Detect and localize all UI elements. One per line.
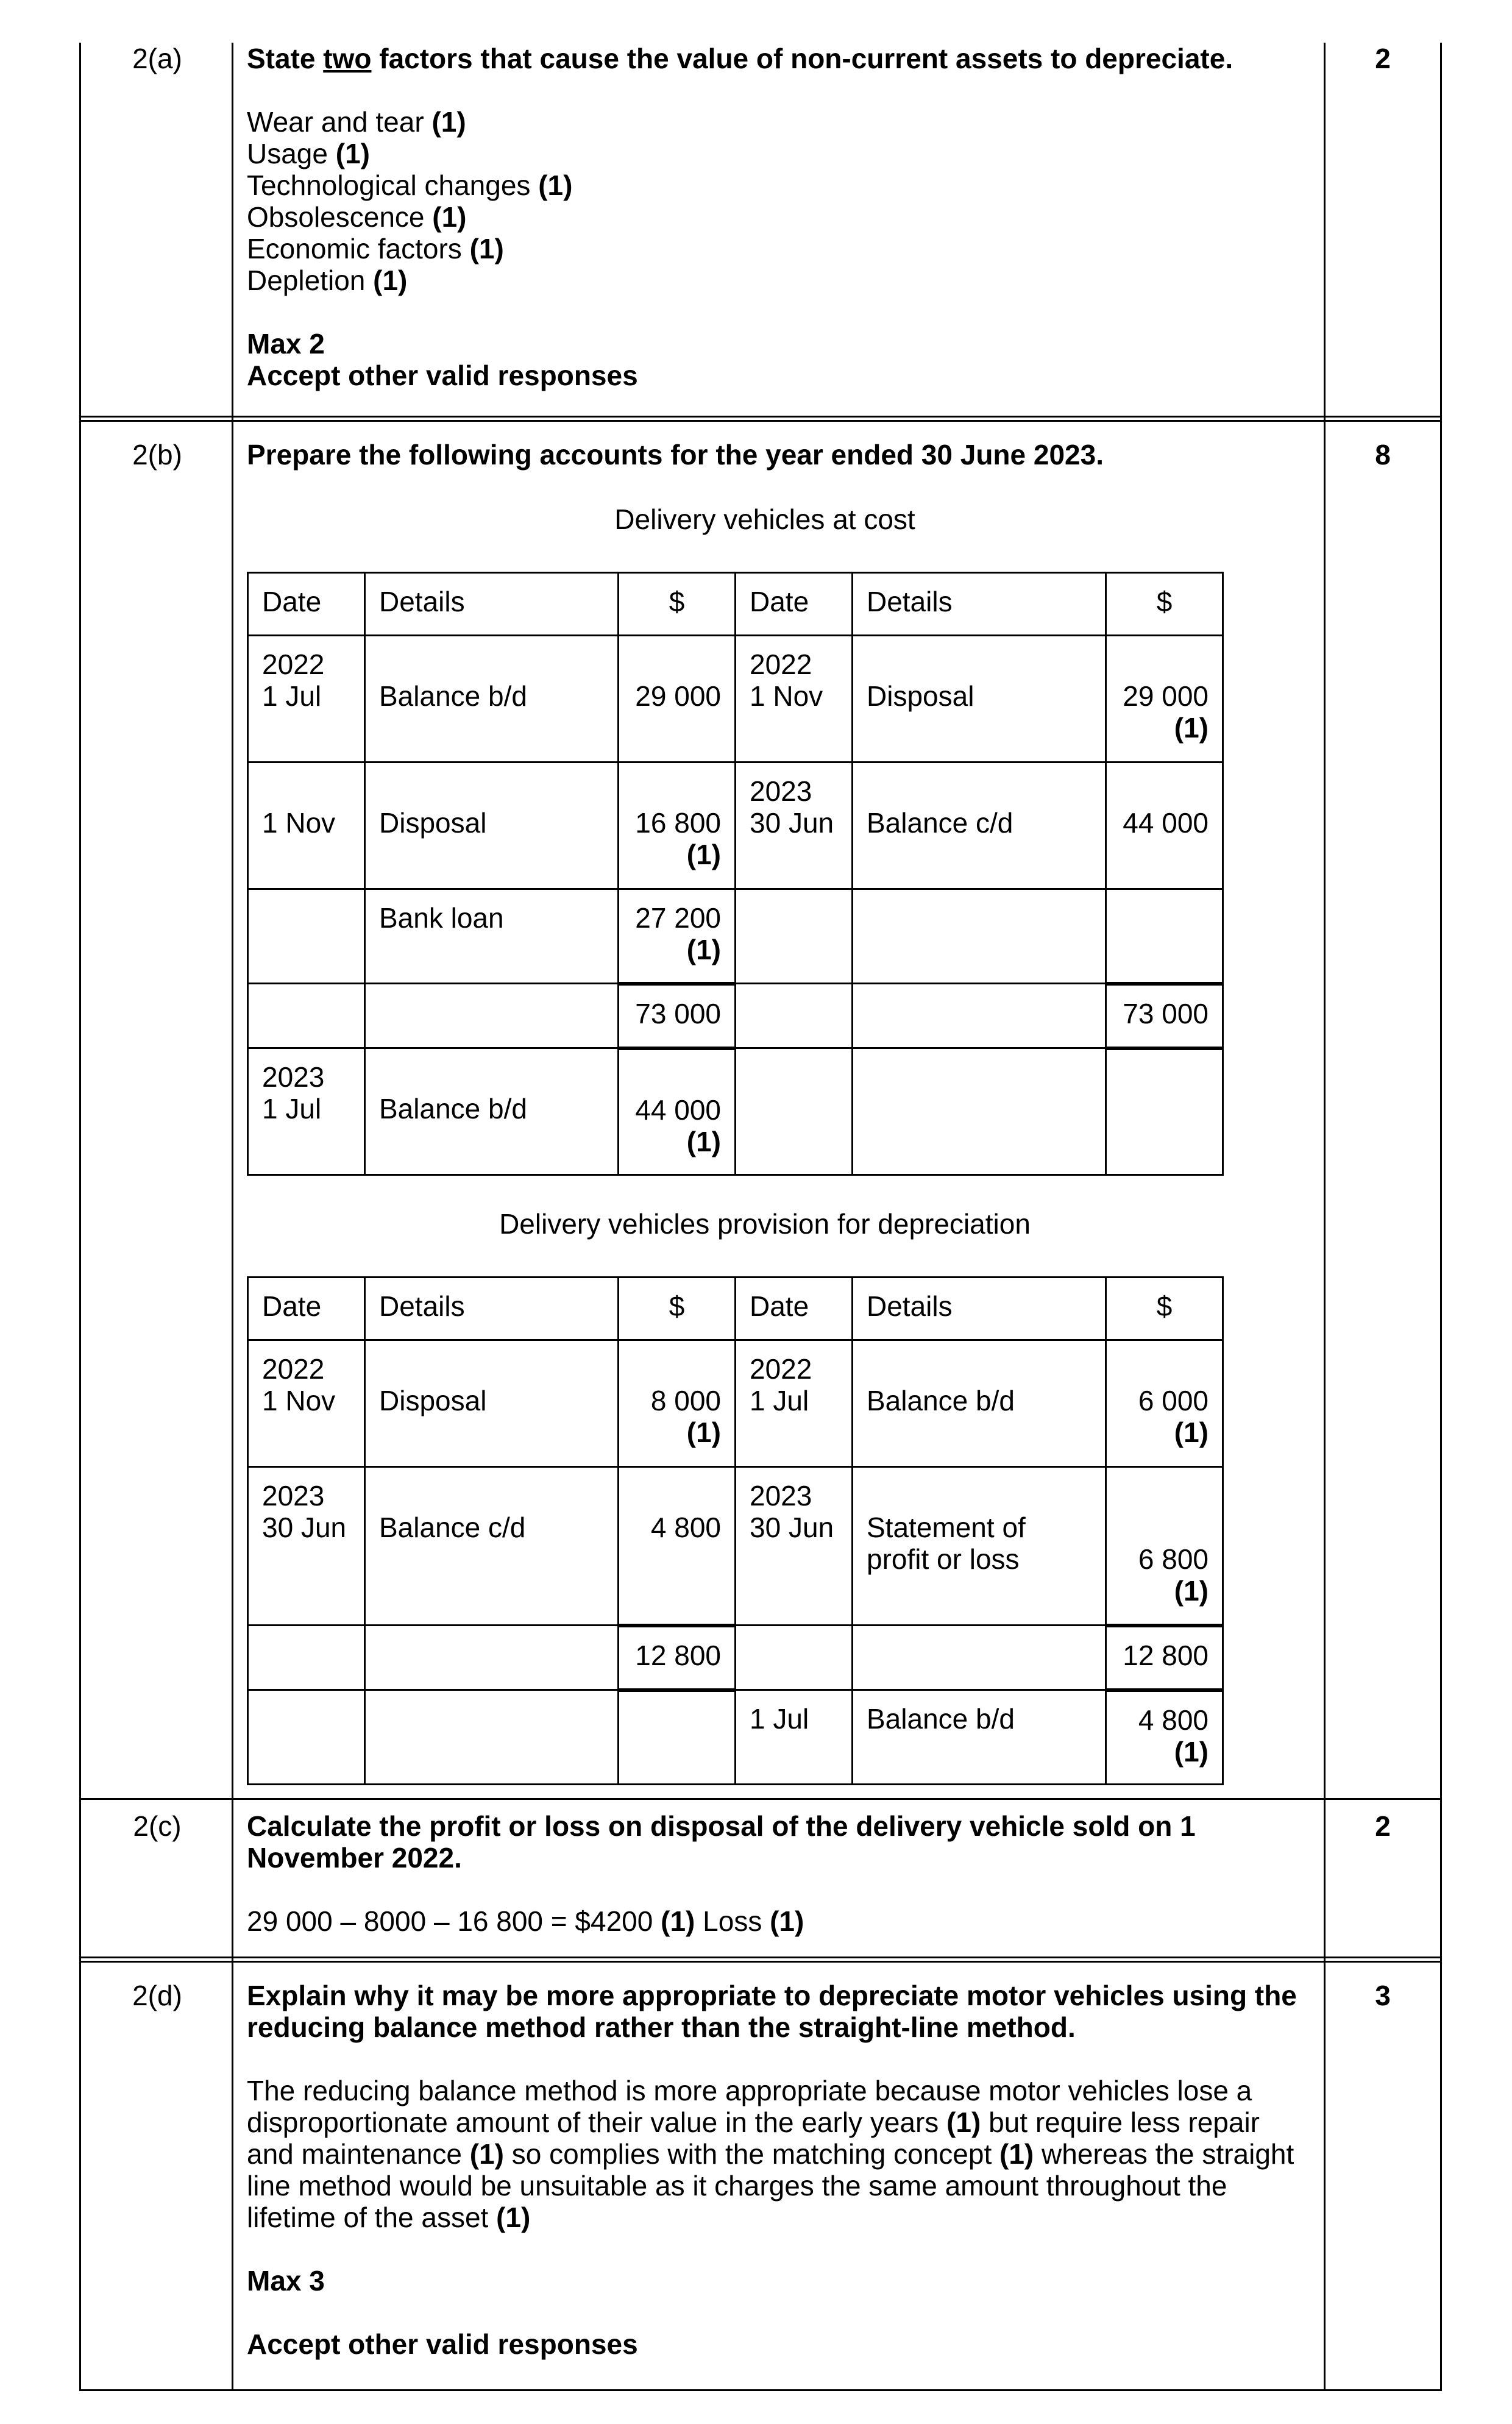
cell-total: 73 000 bbox=[1106, 984, 1223, 1048]
cell-details: Disposal bbox=[365, 1340, 619, 1467]
factor-item: Economic factors (1) bbox=[247, 233, 504, 265]
header-amount: $ bbox=[1106, 1278, 1223, 1340]
ledger-row bbox=[248, 1048, 1223, 1175]
header-amount: $ bbox=[619, 1278, 736, 1340]
cell-date bbox=[248, 1626, 365, 1690]
factor-item: Depletion (1) bbox=[247, 265, 408, 296]
ledger-row bbox=[248, 762, 1223, 889]
ledger-header-row bbox=[248, 1278, 1223, 1340]
cell-amount: 16 800 (1) bbox=[619, 762, 736, 889]
cell-details: Balance b/d bbox=[853, 1690, 1106, 1785]
cell-details bbox=[853, 1626, 1106, 1690]
column-divider bbox=[232, 43, 233, 2389]
marks-2a: 2 bbox=[1375, 43, 1391, 74]
cell-details: Disposal bbox=[365, 762, 619, 889]
cell-total: 12 800 bbox=[619, 1626, 736, 1690]
accept-note-2d: Accept other valid responses bbox=[247, 2328, 638, 2360]
cell-amount: 27 200 (1) bbox=[619, 889, 736, 984]
cell-amount: 4 800 bbox=[619, 1467, 736, 1626]
marks-2d: 3 bbox=[1375, 1980, 1391, 2011]
cell-date bbox=[248, 984, 365, 1048]
cell-amount: 6 800 (1) bbox=[1106, 1467, 1223, 1626]
cell-total: 12 800 bbox=[1106, 1626, 1223, 1690]
header-date: Date bbox=[248, 573, 365, 636]
section-divider bbox=[81, 416, 1440, 422]
factor-item: Technological changes (1) bbox=[247, 169, 573, 201]
cell-date: 1 Jul bbox=[736, 1690, 853, 1785]
cell-details: Balance c/d bbox=[853, 762, 1106, 889]
cell-amount: 8 000 (1) bbox=[619, 1340, 736, 1467]
cell-date: 2022 1 Nov bbox=[248, 1340, 365, 1467]
max-note-2d: Max 3 bbox=[247, 2265, 325, 2297]
question-2d-text: Explain why it may be more appropriate to depreciate motor vehicles using the reducing balance method rather than the straight-line method. bbox=[247, 1980, 1297, 2043]
question-number-2c: 2(c) bbox=[133, 1810, 182, 1842]
cell-amount bbox=[1106, 889, 1223, 984]
cell-amount: 29 000 bbox=[619, 636, 736, 762]
section-divider bbox=[81, 1798, 1440, 1800]
ledger-header-row bbox=[248, 573, 1223, 636]
ledger-provision-for-depreciation bbox=[247, 1276, 1224, 1785]
cell-details: Balance b/d bbox=[365, 636, 619, 762]
ledger-row bbox=[248, 1690, 1223, 1785]
account-title-depreciation: Delivery vehicles provision for depreciation bbox=[499, 1208, 1031, 1240]
cell-details bbox=[365, 984, 619, 1048]
answer-2c bbox=[247, 1810, 1234, 1937]
ledger-row bbox=[248, 636, 1223, 762]
section-divider bbox=[81, 1957, 1440, 1963]
header-date: Date bbox=[736, 1278, 853, 1340]
ledger-delivery-vehicles-cost bbox=[247, 572, 1224, 1176]
question-2a-text: State two factors that cause the value of non-current assets to depreciate. bbox=[247, 43, 1233, 74]
ledger-row bbox=[248, 1340, 1223, 1467]
header-details: Details bbox=[853, 573, 1106, 636]
cell-amount: 4 800 (1) bbox=[1106, 1690, 1223, 1785]
max-note-2a: Max 2 bbox=[247, 328, 325, 360]
cell-date: 2022 1 Nov bbox=[736, 636, 853, 762]
question-2b-text: Prepare the following accounts for the year ended 30 June 2023. bbox=[247, 439, 1104, 471]
ledger-total-row bbox=[248, 984, 1223, 1048]
cell-date: 2023 30 Jun bbox=[248, 1467, 365, 1626]
header-details: Details bbox=[853, 1278, 1106, 1340]
marks-2b: 8 bbox=[1375, 439, 1391, 471]
header-amount: $ bbox=[1106, 573, 1223, 636]
cell-date: 2023 30 Jun bbox=[736, 1467, 853, 1626]
header-details: Details bbox=[365, 1278, 619, 1340]
cell-date bbox=[248, 889, 365, 984]
cell-date bbox=[736, 1626, 853, 1690]
cell-details: Disposal bbox=[853, 636, 1106, 762]
cell-details bbox=[853, 1048, 1106, 1175]
cell-date bbox=[736, 1048, 853, 1175]
cell-amount bbox=[1106, 1048, 1223, 1175]
factor-item: Usage (1) bbox=[247, 138, 370, 169]
calculation-2c: 29 000 – 8000 – 16 800 = $4200 (1) Loss (1) bbox=[247, 1905, 804, 1937]
factor-item: Obsolescence (1) bbox=[247, 201, 467, 233]
cell-details: Balance b/d bbox=[853, 1340, 1106, 1467]
header-date: Date bbox=[736, 573, 853, 636]
answer-2d bbox=[247, 1980, 1307, 2360]
factor-item: Wear and tear (1) bbox=[247, 106, 466, 138]
header-details: Details bbox=[365, 573, 619, 636]
cell-details bbox=[365, 1626, 619, 1690]
cell-date bbox=[736, 984, 853, 1048]
cell-details: Balance b/d bbox=[365, 1048, 619, 1175]
cell-amount: 29 000 (1) bbox=[1106, 636, 1223, 762]
cell-date: 2022 1 Jul bbox=[736, 1340, 853, 1467]
cell-details bbox=[853, 889, 1106, 984]
answer-2d-text: The reducing balance method is more appropriate because motor vehicles lose a disproportionate amount of their value in the early years (1) but require less repair and maintenance (1) so complies with the matching concept (1) whereas the straight line method would be unsuitable as it charges the same amount throughout the lifetime of the asset (1) bbox=[247, 2075, 1294, 2233]
cell-details: Statement of profit or loss bbox=[853, 1467, 1106, 1626]
marks-2c: 2 bbox=[1375, 1810, 1391, 1842]
question-number-2a: 2(a) bbox=[132, 43, 182, 74]
cell-amount: 6 000 (1) bbox=[1106, 1340, 1223, 1467]
cell-date: 2023 1 Jul bbox=[248, 1048, 365, 1175]
cell-details bbox=[365, 1690, 619, 1785]
accept-note-2a: Accept other valid responses bbox=[247, 360, 638, 391]
cell-date: 1 Nov bbox=[248, 762, 365, 889]
answer-2a bbox=[247, 43, 1405, 391]
cell-details: Balance c/d bbox=[365, 1467, 619, 1626]
cell-date bbox=[248, 1690, 365, 1785]
question-number-2b: 2(b) bbox=[132, 439, 182, 471]
cell-total: 73 000 bbox=[619, 984, 736, 1048]
ledger-row bbox=[248, 1467, 1223, 1626]
cell-details bbox=[853, 984, 1106, 1048]
header-date: Date bbox=[248, 1278, 365, 1340]
mark-scheme-sheet bbox=[79, 43, 1442, 2391]
account-title-cost: Delivery vehicles at cost bbox=[614, 503, 915, 535]
cell-amount: 44 000 bbox=[1106, 762, 1223, 889]
cell-details: Bank loan bbox=[365, 889, 619, 984]
ledger-total-row bbox=[248, 1626, 1223, 1690]
cell-date bbox=[736, 889, 853, 984]
header-amount: $ bbox=[619, 573, 736, 636]
cell-date: 2023 30 Jun bbox=[736, 762, 853, 889]
ledger-row bbox=[248, 889, 1223, 984]
column-divider bbox=[1324, 43, 1326, 2389]
cell-amount bbox=[619, 1690, 736, 1785]
cell-amount: 44 000 (1) bbox=[619, 1048, 736, 1175]
cell-date: 2022 1 Jul bbox=[248, 636, 365, 762]
question-2c-text: Calculate the profit or loss on disposal of the delivery vehicle sold on 1 November 2022. bbox=[247, 1810, 1196, 1874]
question-number-2d: 2(d) bbox=[132, 1980, 182, 2011]
